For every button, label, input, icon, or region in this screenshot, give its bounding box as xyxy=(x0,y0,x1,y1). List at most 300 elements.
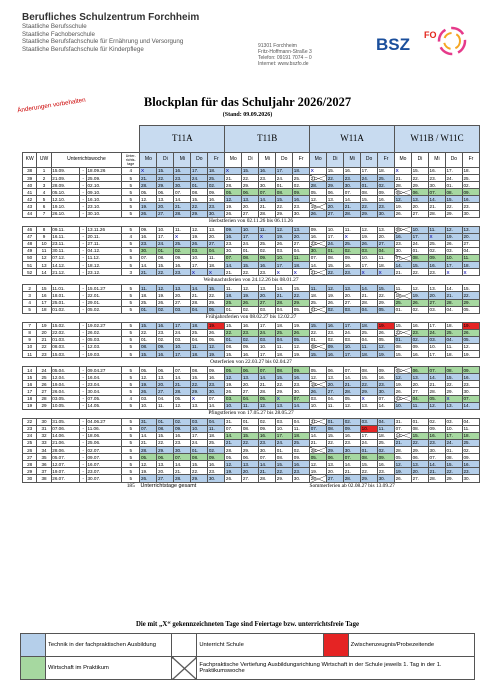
uw-cell: 35 xyxy=(37,454,51,461)
day-number: 17. xyxy=(344,351,352,357)
week-row xyxy=(23,240,480,247)
day-cell xyxy=(276,269,293,276)
day-cell xyxy=(191,402,208,409)
day-cell xyxy=(428,461,445,468)
day-cell xyxy=(462,262,479,269)
day-cell xyxy=(445,351,462,358)
day-number: 24. xyxy=(191,440,199,446)
day-number: 28. xyxy=(310,182,318,188)
day-cell xyxy=(344,269,361,276)
day-cell xyxy=(361,367,378,374)
day-cell xyxy=(276,374,293,381)
day-number: 22. xyxy=(191,468,199,474)
day-number: 23. xyxy=(412,330,419,336)
day-cell xyxy=(411,175,428,182)
day-cell xyxy=(411,395,428,402)
day-cell xyxy=(395,247,412,254)
uw-cell: 34 xyxy=(37,447,51,454)
day-number: 19. xyxy=(293,351,301,357)
day-number: 18. xyxy=(208,262,216,268)
uw-cell: 11 xyxy=(37,247,51,254)
day-number: 17. xyxy=(361,433,369,439)
day-header: Mo xyxy=(225,153,242,168)
day-number: 04. xyxy=(361,337,369,343)
day-number: 21. xyxy=(225,440,233,446)
day-cell xyxy=(445,299,462,306)
day-cell xyxy=(327,196,344,203)
day-cell xyxy=(411,432,428,439)
week-to-cell: 14.05. xyxy=(86,402,121,409)
day-cell xyxy=(411,196,428,203)
day-number: 19. xyxy=(327,292,335,298)
day-number: 04. xyxy=(208,248,216,254)
day-cell xyxy=(140,425,157,432)
day-number: 14. xyxy=(344,374,352,380)
day-number: 15. xyxy=(395,351,402,357)
week-from-cell: 19.04. xyxy=(51,381,80,388)
day-number: 19. xyxy=(395,203,402,209)
day-cell xyxy=(174,226,191,233)
day-cell xyxy=(208,285,225,292)
day-cell xyxy=(445,285,462,292)
day-number: 13. xyxy=(446,403,453,409)
day-number: 14. xyxy=(259,374,267,380)
day-number: 12. xyxy=(208,344,216,350)
week-dash-cell: - xyxy=(80,240,87,247)
day-number: 11. xyxy=(361,344,368,350)
day-cell xyxy=(310,388,327,395)
day-number: 21. xyxy=(361,292,369,298)
day-cell xyxy=(174,336,191,343)
day-cell xyxy=(276,189,293,196)
day-number: 16. xyxy=(395,234,402,240)
day-number: 10. xyxy=(141,403,148,409)
day-number: 03. xyxy=(191,419,199,425)
day-cell xyxy=(208,322,225,329)
day-number: 16. xyxy=(174,168,182,174)
day-cell xyxy=(378,203,395,210)
day-cell xyxy=(445,447,462,454)
day-cell xyxy=(140,203,157,210)
day-header: Fr xyxy=(462,153,479,168)
day-cell xyxy=(411,306,428,313)
day-cell xyxy=(191,468,208,475)
week-row xyxy=(23,292,480,299)
day-cell xyxy=(344,175,361,182)
day-number: 03. xyxy=(361,419,369,425)
day-number: 27. xyxy=(259,299,267,305)
day-number: 22. xyxy=(242,175,250,181)
day-number: 19. xyxy=(412,292,419,298)
day-cell xyxy=(174,175,191,182)
day-cell xyxy=(259,402,276,409)
day-cell xyxy=(445,388,462,395)
day-cell xyxy=(395,269,412,276)
day-cell xyxy=(327,255,344,262)
day-cell xyxy=(428,475,445,482)
day-cell xyxy=(259,247,276,254)
day-cell xyxy=(378,226,395,233)
day-number: 11. xyxy=(293,426,300,432)
day-number: 29. xyxy=(276,211,284,216)
day-cell xyxy=(445,461,462,468)
week-to-cell: 23.04. xyxy=(86,381,121,388)
day-cell xyxy=(361,418,378,425)
day-cell xyxy=(327,285,344,292)
day-number: 05. xyxy=(344,395,352,401)
day-number: 04. xyxy=(463,419,470,425)
day-cell xyxy=(378,388,395,395)
kw-cell: 16 xyxy=(23,381,37,388)
day-number: 03. xyxy=(225,395,233,401)
day-number: 12. xyxy=(310,461,318,467)
day-cell xyxy=(462,269,479,276)
day-cell xyxy=(395,292,412,299)
week-to-cell: 09.10. xyxy=(86,189,121,196)
uw-cell: 32 xyxy=(37,432,51,439)
week-dash-cell: - xyxy=(80,210,87,217)
day-number: 05. xyxy=(141,189,148,195)
legend-text-unterricht: Unterricht Schule xyxy=(197,634,323,657)
day-header: Mi xyxy=(259,153,276,168)
day-cell xyxy=(225,168,242,175)
day-cell xyxy=(310,196,327,203)
uw-cell: 4 xyxy=(37,189,51,196)
day-cell xyxy=(378,182,395,189)
day-cell xyxy=(174,322,191,329)
day-header: Mo xyxy=(140,153,157,168)
day-cell xyxy=(276,203,293,210)
week-dash-cell: - xyxy=(80,292,87,299)
day-cell xyxy=(310,203,327,210)
day-cell xyxy=(191,447,208,454)
week-dash-cell: - xyxy=(80,182,87,189)
day-number: 23. xyxy=(378,381,386,387)
day-cell xyxy=(293,196,310,203)
day-number: 11. xyxy=(429,227,436,233)
day-number: 24. xyxy=(446,440,453,446)
day-number: 06. xyxy=(412,454,419,460)
kw-cell: 50 xyxy=(23,255,37,262)
day-number: 21. xyxy=(395,440,402,446)
day-cell xyxy=(428,196,445,203)
day-number: 30. xyxy=(174,182,182,188)
day-cell xyxy=(242,255,259,262)
day-cell xyxy=(276,322,293,329)
day-number: 17. xyxy=(259,351,267,357)
day-cell xyxy=(395,255,412,262)
day-cell xyxy=(395,233,412,240)
day-number: 30. xyxy=(259,447,267,453)
day-cell xyxy=(344,322,361,329)
day-number: 05. xyxy=(208,337,216,343)
uw-cell: 17 xyxy=(37,299,51,306)
uw-cell: 18 xyxy=(37,306,51,313)
day-number: 06. xyxy=(242,454,250,460)
day-cell xyxy=(411,247,428,254)
day-header: Di xyxy=(327,153,344,168)
day-number: 29. xyxy=(361,388,369,394)
day-number: 21. xyxy=(310,440,318,446)
day-cell xyxy=(174,454,191,461)
day-cell xyxy=(293,461,310,468)
week-row xyxy=(23,182,480,189)
day-cell xyxy=(378,329,395,336)
day-cell xyxy=(225,440,242,447)
day-number: 14. xyxy=(259,461,267,467)
day-number: 22. xyxy=(276,468,284,474)
week-row xyxy=(23,247,480,254)
uw-cell: 26 xyxy=(37,381,51,388)
day-cell xyxy=(411,468,428,475)
day-number: 21. xyxy=(225,269,233,275)
week-from-cell: 05.07. xyxy=(51,454,80,461)
day-cell xyxy=(140,269,157,276)
day-number: 12. xyxy=(225,196,233,202)
day-number: 16. xyxy=(259,168,267,174)
day-cell xyxy=(395,210,412,217)
day-number: 02. xyxy=(242,307,250,313)
day-cell xyxy=(395,447,412,454)
day-number: 22. xyxy=(208,292,216,298)
day-cell xyxy=(259,189,276,196)
day-number: 12. xyxy=(225,461,233,467)
day-cell xyxy=(445,210,462,217)
day-number: 13. xyxy=(157,461,165,467)
day-number: 28. xyxy=(429,388,436,394)
day-cell xyxy=(242,402,259,409)
day-number: 20. xyxy=(293,234,301,240)
day-cell xyxy=(293,299,310,306)
day-cell xyxy=(411,240,428,247)
week-from-cell: 11.01. xyxy=(51,285,80,292)
day-cell xyxy=(276,262,293,269)
day-cell xyxy=(378,432,395,439)
day-number: 21. xyxy=(174,381,182,387)
day-number: 26. xyxy=(361,241,369,247)
day-cell xyxy=(293,418,310,425)
day-cell xyxy=(259,226,276,233)
day-cell xyxy=(462,381,479,388)
day-number: 26. xyxy=(310,388,318,394)
day-number: 19. xyxy=(395,381,402,387)
day-cell xyxy=(327,381,344,388)
day-number: 23. xyxy=(174,175,182,181)
day-number: 23. xyxy=(327,330,335,336)
day-number: 05. xyxy=(310,367,318,373)
day-cell xyxy=(225,329,242,336)
day-number: 28. xyxy=(141,182,148,188)
week-from-cell: 15.03. xyxy=(51,351,80,358)
day-cell xyxy=(140,306,157,313)
day-number: 23. xyxy=(242,330,250,336)
day-cell xyxy=(462,210,479,217)
day-number: 22. xyxy=(157,440,165,446)
day-cell xyxy=(445,292,462,299)
day-number: 11. xyxy=(412,403,419,409)
day-cell xyxy=(191,425,208,432)
day-number: 04. xyxy=(191,337,199,343)
day-number: 23. xyxy=(208,468,216,474)
teaching-days-cell: 5 xyxy=(122,454,140,461)
day-cell xyxy=(191,374,208,381)
day-cell xyxy=(140,367,157,374)
week-from-cell: 01.03. xyxy=(51,336,80,343)
day-cell xyxy=(378,418,395,425)
day-number: 12. xyxy=(395,461,402,467)
day-number: 04. xyxy=(276,307,284,313)
day-cell xyxy=(191,182,208,189)
teaching-days-cell: 5 xyxy=(122,447,140,454)
day-cell xyxy=(310,240,327,247)
day-number: 23. xyxy=(429,440,436,446)
class-header-t11a: T11A xyxy=(140,126,225,153)
day-cell xyxy=(140,322,157,329)
day-cell xyxy=(462,292,479,299)
day-number: 01. xyxy=(395,307,402,313)
day-cell xyxy=(361,299,378,306)
day-number: 08. xyxy=(310,344,318,350)
day-number: 03. xyxy=(429,307,436,313)
day-number: 03. xyxy=(429,337,436,343)
day-number: 10. xyxy=(191,255,199,261)
day-cell xyxy=(395,299,412,306)
day-cell xyxy=(208,306,225,313)
day-cell xyxy=(293,255,310,262)
day-number: 26. xyxy=(225,475,233,481)
day-cell xyxy=(310,285,327,292)
day-cell xyxy=(242,432,259,439)
day-cell xyxy=(411,336,428,343)
kw-cell: 17 xyxy=(23,388,37,395)
day-number: 29. xyxy=(361,475,369,481)
day-number: 19. xyxy=(141,381,148,387)
day-number: 20. xyxy=(378,234,386,240)
day-number: 16. xyxy=(463,461,470,467)
week-dash-cell: - xyxy=(80,461,87,468)
week-dash-cell: - xyxy=(80,196,87,203)
day-number: 01. xyxy=(191,447,199,453)
day-number: 02. xyxy=(157,307,165,313)
uw-cell: 15 xyxy=(37,285,51,292)
day-number: 30. xyxy=(208,211,216,216)
day-cell xyxy=(462,468,479,475)
day-cell xyxy=(276,233,293,240)
day-number: 27. xyxy=(429,299,436,305)
day-cell xyxy=(191,388,208,395)
day-number: 02. xyxy=(327,307,335,313)
day-number: 09. xyxy=(412,344,419,350)
day-header: Do xyxy=(361,153,378,168)
day-cell xyxy=(411,168,428,175)
day-cell xyxy=(276,395,293,402)
day-number: 11. xyxy=(463,255,470,261)
day-header: Mi xyxy=(344,153,361,168)
day-number: 17. xyxy=(344,323,352,329)
day-number: 01. xyxy=(157,419,165,425)
day-cell xyxy=(191,440,208,447)
day-cell xyxy=(344,292,361,299)
day-number: 15. xyxy=(191,196,199,202)
week-to-cell: 02.10. xyxy=(86,182,121,189)
day-cell xyxy=(327,322,344,329)
col-unterrichtswoche: Unterrichtswoche xyxy=(51,153,121,168)
block-plan-table xyxy=(22,125,480,491)
day-cell xyxy=(293,432,310,439)
day-number: 28. xyxy=(429,475,436,481)
day-header: Mo xyxy=(395,153,412,168)
day-header: Di xyxy=(411,153,428,168)
day-cell xyxy=(361,475,378,482)
day-number: 27. xyxy=(327,388,335,394)
week-dash-cell: - xyxy=(80,336,87,343)
day-cell xyxy=(395,343,412,350)
day-number: 26. xyxy=(463,330,470,336)
day-number: 09. xyxy=(344,255,352,261)
kw-cell: 30 xyxy=(23,475,37,482)
day-cell xyxy=(310,269,327,276)
day-cell xyxy=(157,240,174,247)
day-cell xyxy=(361,203,378,210)
day-number: 28. xyxy=(361,299,369,305)
day-number: 05. xyxy=(293,337,301,343)
uw-cell: 14 xyxy=(37,269,51,276)
week-from-cell: 09.11. xyxy=(51,226,80,233)
day-number: 15. xyxy=(276,374,284,380)
day-number: 30. xyxy=(225,248,233,254)
day-cell xyxy=(242,343,259,350)
day-number: 15. xyxy=(446,196,453,202)
day-number: 11. xyxy=(378,426,385,432)
day-number: 07. xyxy=(429,189,436,195)
day-number: 27. xyxy=(242,211,250,216)
day-number: 22. xyxy=(463,292,470,298)
day-cell xyxy=(259,210,276,217)
day-number: 20. xyxy=(157,468,165,474)
day-cell xyxy=(411,285,428,292)
day-cell xyxy=(310,374,327,381)
day-number: 08. xyxy=(141,344,148,350)
day-number: 08. xyxy=(157,426,165,432)
day-cell xyxy=(225,374,242,381)
day-cell xyxy=(361,395,378,402)
week-from-cell: 14.12. xyxy=(51,262,80,269)
day-number: 19. xyxy=(310,381,318,387)
week-dash-cell: - xyxy=(80,447,87,454)
day-cell xyxy=(428,343,445,350)
day-number: 19. xyxy=(463,351,470,357)
day-cell xyxy=(395,196,412,203)
day-cell xyxy=(140,292,157,299)
teaching-days-cell: 5 xyxy=(122,203,140,210)
teaching-days-cell: 5 xyxy=(122,306,140,313)
day-cell xyxy=(208,461,225,468)
day-cell xyxy=(225,240,242,247)
day-number: 30. xyxy=(378,475,386,481)
day-cell xyxy=(140,233,157,240)
day-number: 07. xyxy=(310,426,318,432)
day-number: 08. xyxy=(191,367,199,373)
day-number: 17. xyxy=(276,433,284,439)
day-number: 30. xyxy=(141,248,148,254)
day-cell xyxy=(310,210,327,217)
day-cell xyxy=(327,210,344,217)
day-number: 09. xyxy=(293,189,301,195)
day-number: 01. xyxy=(412,419,419,425)
week-from-cell: 12.10. xyxy=(51,196,80,203)
kw-cell: 10 xyxy=(23,343,37,350)
day-cell xyxy=(411,374,428,381)
